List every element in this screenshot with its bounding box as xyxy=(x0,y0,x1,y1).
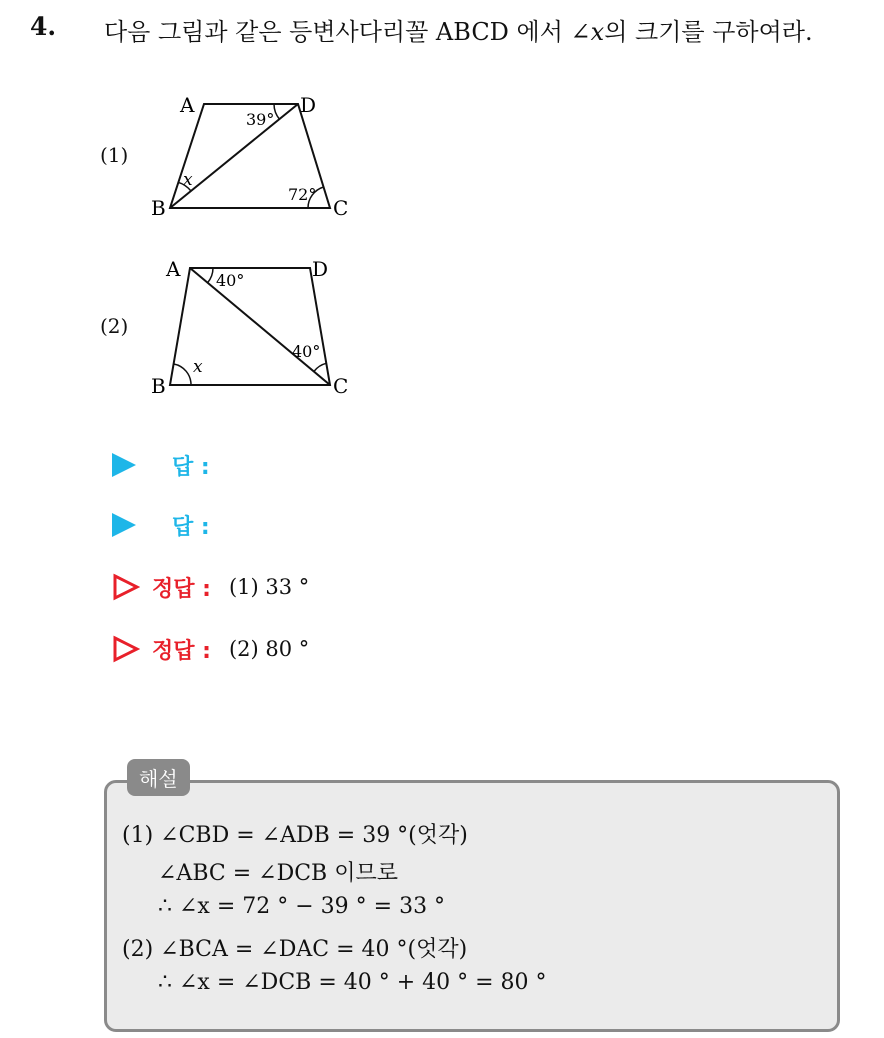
question-number: 4. xyxy=(30,12,57,41)
explanation-line-1: (1) ∠CBD = ∠ADB = 39 °(엇각) xyxy=(122,823,468,848)
question-text-after: 의 크기를 구하여라. xyxy=(604,18,813,46)
answer-blank-row-1 xyxy=(112,448,210,482)
diagonal-ac xyxy=(190,268,330,385)
answer-blank-row-2 xyxy=(112,508,210,542)
vertex-c-1: C xyxy=(333,196,349,220)
outline-triangle-icon xyxy=(112,635,140,663)
outline-triangle-icon xyxy=(112,573,140,601)
figure-1-label: (1) xyxy=(100,143,129,167)
angle-label-72: 72° xyxy=(288,185,317,204)
play-triangle-icon xyxy=(112,513,136,537)
vertex-b-1: B xyxy=(151,196,166,220)
vertex-b-2: B xyxy=(151,374,166,398)
correct-answer-label-2: 정답 : xyxy=(152,638,211,664)
question-variable: x xyxy=(590,18,605,46)
figure-2-label: (2) xyxy=(100,314,129,338)
correct-answer-label-1: 정답 : xyxy=(152,576,211,602)
explanation-line-2: ∠ABC = ∠DCB 이므로 xyxy=(158,861,398,886)
angle-arc-dac xyxy=(208,268,213,283)
play-triangle-icon xyxy=(112,453,136,477)
vertex-d-1: D xyxy=(300,93,317,117)
angle-label-x-2: x xyxy=(193,357,203,377)
vertex-d-2: D xyxy=(312,257,329,281)
angle-arc-b xyxy=(174,364,191,385)
correct-answer-row-1 xyxy=(112,570,309,604)
angle-arc-abd xyxy=(178,182,191,191)
correct-answer-value-2: (2) 80 ° xyxy=(228,637,310,661)
angle-label-x-1: x xyxy=(183,170,193,190)
angle-label-40-top: 40° xyxy=(216,271,245,290)
explanation-line-4: (2) ∠BCA = ∠DAC = 40 °(엇각) xyxy=(122,937,468,962)
vertex-a-1: A xyxy=(180,93,195,117)
explanation-tag: 해설 xyxy=(127,759,190,796)
angle-label-40-bottom: 40° xyxy=(292,342,321,361)
explanation-line-3: ∴ ∠x = 72 ° − 39 ° = 33 ° xyxy=(158,894,446,919)
angle-arc-adb xyxy=(274,104,279,119)
diagonal-bd xyxy=(170,104,298,208)
angle-label-39: 39° xyxy=(246,110,275,129)
correct-answer-value-1: (1) 33 ° xyxy=(228,575,310,599)
vertex-a-2: A xyxy=(166,257,181,281)
angle-arc-bca xyxy=(314,363,326,371)
angle-arc-c xyxy=(308,187,324,208)
answer-blank-label-1: 답 : xyxy=(172,454,210,480)
trapezoid-2-outline xyxy=(170,268,330,385)
vertex-c-2: C xyxy=(333,374,349,398)
explanation-line-5: ∴ ∠x = ∠DCB = 40 ° + 40 ° = 80 ° xyxy=(158,970,547,995)
question-text-before: 다음 그림과 같은 등변사다리꼴 ABCD 에서 ∠ xyxy=(104,18,591,46)
trapezoid-1-outline xyxy=(170,104,330,208)
correct-answer-row-2 xyxy=(112,632,309,666)
answer-blank-label-2: 답 : xyxy=(172,514,210,540)
question-text xyxy=(104,12,813,47)
